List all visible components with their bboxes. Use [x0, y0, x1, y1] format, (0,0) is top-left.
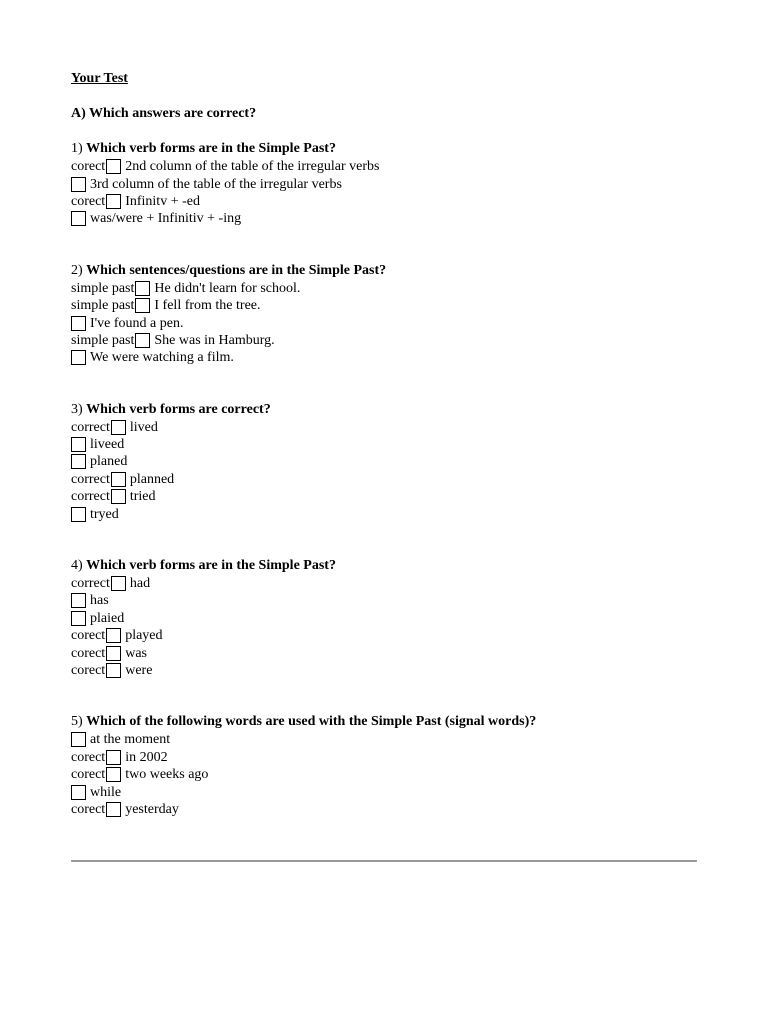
answer-mark: corect — [71, 749, 106, 765]
answer-text: We were watching a film. — [90, 350, 234, 366]
answer-text: yesterday — [125, 801, 179, 817]
answer-text: in 2002 — [125, 749, 168, 765]
answer-text: tryed — [90, 506, 119, 522]
answer-text: two weeks ago — [125, 767, 209, 783]
answer-option — [71, 419, 697, 436]
answer-text: while — [90, 784, 122, 800]
answer-checkbox[interactable] — [106, 663, 121, 678]
answer-option — [71, 627, 697, 644]
question-text: Which verb forms are in the Simple Past? — [86, 141, 336, 156]
answer-mark: corect — [71, 628, 106, 644]
answer-option — [71, 592, 697, 609]
answer-mark: corect — [71, 767, 106, 783]
answer-text: was — [125, 645, 147, 661]
answer-checkbox[interactable] — [71, 611, 86, 626]
answer-mark: corect — [71, 663, 106, 678]
question-3 — [71, 401, 697, 523]
answer-checkbox[interactable] — [111, 489, 126, 504]
answer-mark: simple past — [71, 280, 135, 296]
answer-checkbox[interactable] — [106, 159, 121, 174]
answer-text: Infinitv + -ed — [125, 193, 200, 209]
answer-option — [71, 766, 697, 783]
answer-text: plaied — [90, 610, 125, 626]
question-heading — [71, 140, 697, 158]
question-heading — [71, 401, 697, 419]
question-5 — [71, 713, 697, 818]
question-2 — [71, 262, 697, 367]
question-number: 2) — [71, 262, 83, 278]
answer-checkbox[interactable] — [71, 177, 86, 192]
answer-checkbox[interactable] — [106, 194, 121, 209]
answer-text: planned — [129, 471, 175, 487]
answer-checkbox[interactable] — [106, 750, 121, 765]
answer-text: She was in Hamburg. — [154, 332, 275, 348]
answer-option — [71, 801, 697, 818]
answer-option — [71, 210, 697, 227]
answer-text: were — [125, 663, 153, 678]
answer-checkbox[interactable] — [71, 350, 86, 365]
answer-option — [71, 436, 697, 453]
answer-text: He didn't learn for school. — [154, 280, 301, 296]
answer-mark: simple past — [71, 298, 135, 314]
answer-text: 3rd column of the table of the irregular verbs — [90, 176, 342, 192]
answer-option — [71, 314, 697, 331]
question-heading — [71, 713, 697, 731]
answer-text: I've found a pen. — [90, 315, 184, 331]
answer-checkbox[interactable] — [71, 507, 86, 522]
answer-option — [71, 783, 697, 800]
answer-checkbox[interactable] — [106, 646, 121, 661]
answer-checkbox[interactable] — [106, 628, 121, 643]
answer-checkbox[interactable] — [106, 802, 121, 817]
answer-text: tried — [129, 489, 156, 505]
answer-option — [71, 749, 697, 766]
test-title: Your Test — [71, 71, 128, 86]
answer-checkbox[interactable] — [135, 298, 150, 313]
answer-mark: correct — [71, 489, 110, 505]
answer-text: lived — [129, 419, 158, 435]
answer-checkbox[interactable] — [71, 593, 86, 608]
answer-option — [71, 193, 697, 210]
answer-text: had — [129, 576, 151, 592]
answer-option — [71, 644, 697, 661]
answer-checkbox[interactable] — [71, 454, 86, 469]
answer-option — [71, 731, 697, 748]
answer-option — [71, 280, 697, 297]
question-1 — [71, 140, 697, 228]
answer-text: at the moment — [90, 732, 171, 748]
answer-option — [71, 471, 697, 488]
answer-checkbox[interactable] — [106, 767, 121, 782]
answer-option — [71, 575, 697, 592]
answer-option — [71, 453, 697, 470]
answer-option — [71, 332, 697, 349]
answer-checkbox[interactable] — [71, 732, 86, 747]
question-4 — [71, 557, 697, 679]
answer-option — [71, 488, 697, 505]
answer-mark: simple past — [71, 332, 135, 348]
answer-mark: corect — [71, 159, 106, 175]
question-number: 1) — [71, 141, 83, 156]
answer-checkbox[interactable] — [71, 785, 86, 800]
question-text: Which of the following words are used with the Simple Past (signal words)? — [86, 714, 537, 730]
question-text: Which sentences/questions are in the Simple Past? — [86, 262, 387, 278]
answer-text: has — [90, 593, 109, 609]
section-heading: A) Which answers are correct? — [71, 106, 257, 121]
question-heading — [71, 557, 697, 575]
answer-checkbox[interactable] — [71, 316, 86, 331]
answer-mark: correct — [71, 576, 110, 592]
answer-mark: corect — [71, 801, 106, 817]
answer-checkbox[interactable] — [111, 472, 126, 487]
answer-text: was/were + Infinitiv + -ing — [90, 211, 242, 227]
answer-option — [71, 297, 697, 314]
answer-text: planed — [90, 454, 128, 470]
horizontal-divider — [71, 860, 697, 862]
answer-checkbox[interactable] — [135, 281, 150, 296]
question-number: 5) — [71, 714, 83, 730]
question-number: 3) — [71, 401, 83, 417]
test-document — [71, 70, 697, 818]
answer-option — [71, 610, 697, 627]
answer-option — [71, 662, 697, 679]
answer-option — [71, 175, 697, 192]
answer-mark: corect — [71, 193, 106, 209]
answer-option — [71, 349, 697, 366]
answer-mark: corect — [71, 645, 106, 661]
answer-option — [71, 158, 697, 175]
answer-text: I fell from the tree. — [154, 298, 261, 314]
answer-text: played — [125, 628, 163, 644]
answer-text: 2nd column of the table of the irregular verbs — [125, 159, 380, 175]
question-heading — [71, 262, 697, 280]
question-list — [71, 140, 697, 818]
question-text: Which verb forms are in the Simple Past? — [86, 557, 336, 573]
answer-checkbox[interactable] — [71, 437, 86, 452]
answer-checkbox[interactable] — [135, 333, 150, 348]
answer-checkbox[interactable] — [111, 576, 126, 591]
answer-mark: correct — [71, 471, 110, 487]
answer-mark: correct — [71, 419, 110, 435]
answer-text: liveed — [90, 437, 125, 453]
question-number: 4) — [71, 557, 83, 573]
question-text: Which verb forms are correct? — [86, 401, 271, 417]
answer-checkbox[interactable] — [111, 420, 126, 435]
answer-option — [71, 505, 697, 522]
answer-checkbox[interactable] — [71, 211, 86, 226]
